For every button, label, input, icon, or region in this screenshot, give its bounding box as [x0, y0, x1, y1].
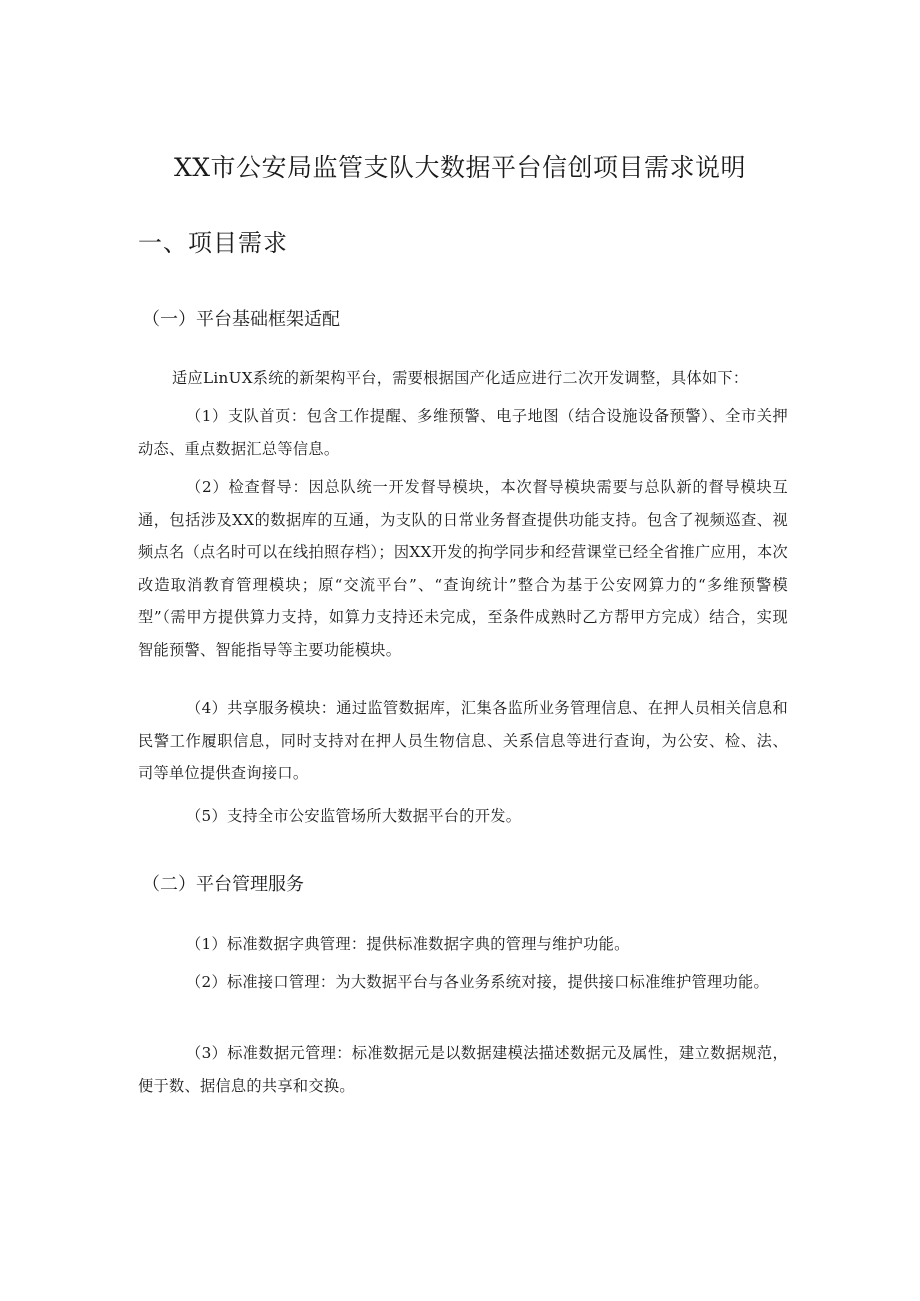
subsection-heading-framework: （一）平台基础框架适配 — [142, 309, 340, 330]
list-item-platform-dev: （5）支持全市公安监管场所大数据平台的开发。 — [186, 807, 522, 825]
list-item-homepage: （1）支队首页：包含工作提醒、多维预警、电子地图（结合设施设备预警）、全市关押动态、重点数据汇总等信息。 — [138, 407, 788, 458]
subsection-heading-management: （二）平台管理服务 — [142, 874, 304, 895]
list-item-interface-management: （2）标准接口管理：为大数据平台与各业务系统对接，提供接口标准维护管理功能。 — [186, 973, 769, 991]
intro-paragraph: 适应LinUX系统的新架构平台，需要根据国产化适应进行二次开发调整，具体如下： — [172, 369, 749, 387]
list-item-inspection: （2）检查督导：因总队统一开发督导模块，本次督导模块需要与总队新的督导模块互通，包括涉及XX的数据库的互通，为支队的日常业务督查提供功能支持。包含了视频巡查、视频点名（点名时可以在线拍照存档）；因XX开发的拘学同步和经营课堂已经全省推广应用，本次改造取消教育管理模块；原“交流平台”、“查询统计”整合为基于公安网算力的“多维预警模型”（需甲方提供算力支持，如算力支持还未完成，至条件成熟时乙方帮甲方完成）结合，实现智能预警、智能指导等主要功能模块。 — [138, 478, 788, 659]
list-item-data-element: （3）标准数据元管理：标准数据元是以数据建模法描述数据元及属性，建立数据规范，便于数、据信息的共享和交换。 — [138, 1044, 788, 1095]
section-heading-requirements: 一、项目需求 — [138, 229, 288, 257]
list-item-shared-service: （4）共享服务模块：通过监管数据库，汇集各监所业务管理信息、在押人员相关信息和民警工作履职信息，同时支持对在押人员生物信息、关系信息等进行查询，为公安、检、法、司等单位提供查询接口。 — [138, 699, 788, 782]
list-item-data-dictionary: （1）标准数据字典管理：提供标准数据字典的管理与维护功能。 — [186, 935, 630, 953]
document-title: XX市公安局监管支队大数据平台信创项目需求说明 — [173, 153, 747, 182]
